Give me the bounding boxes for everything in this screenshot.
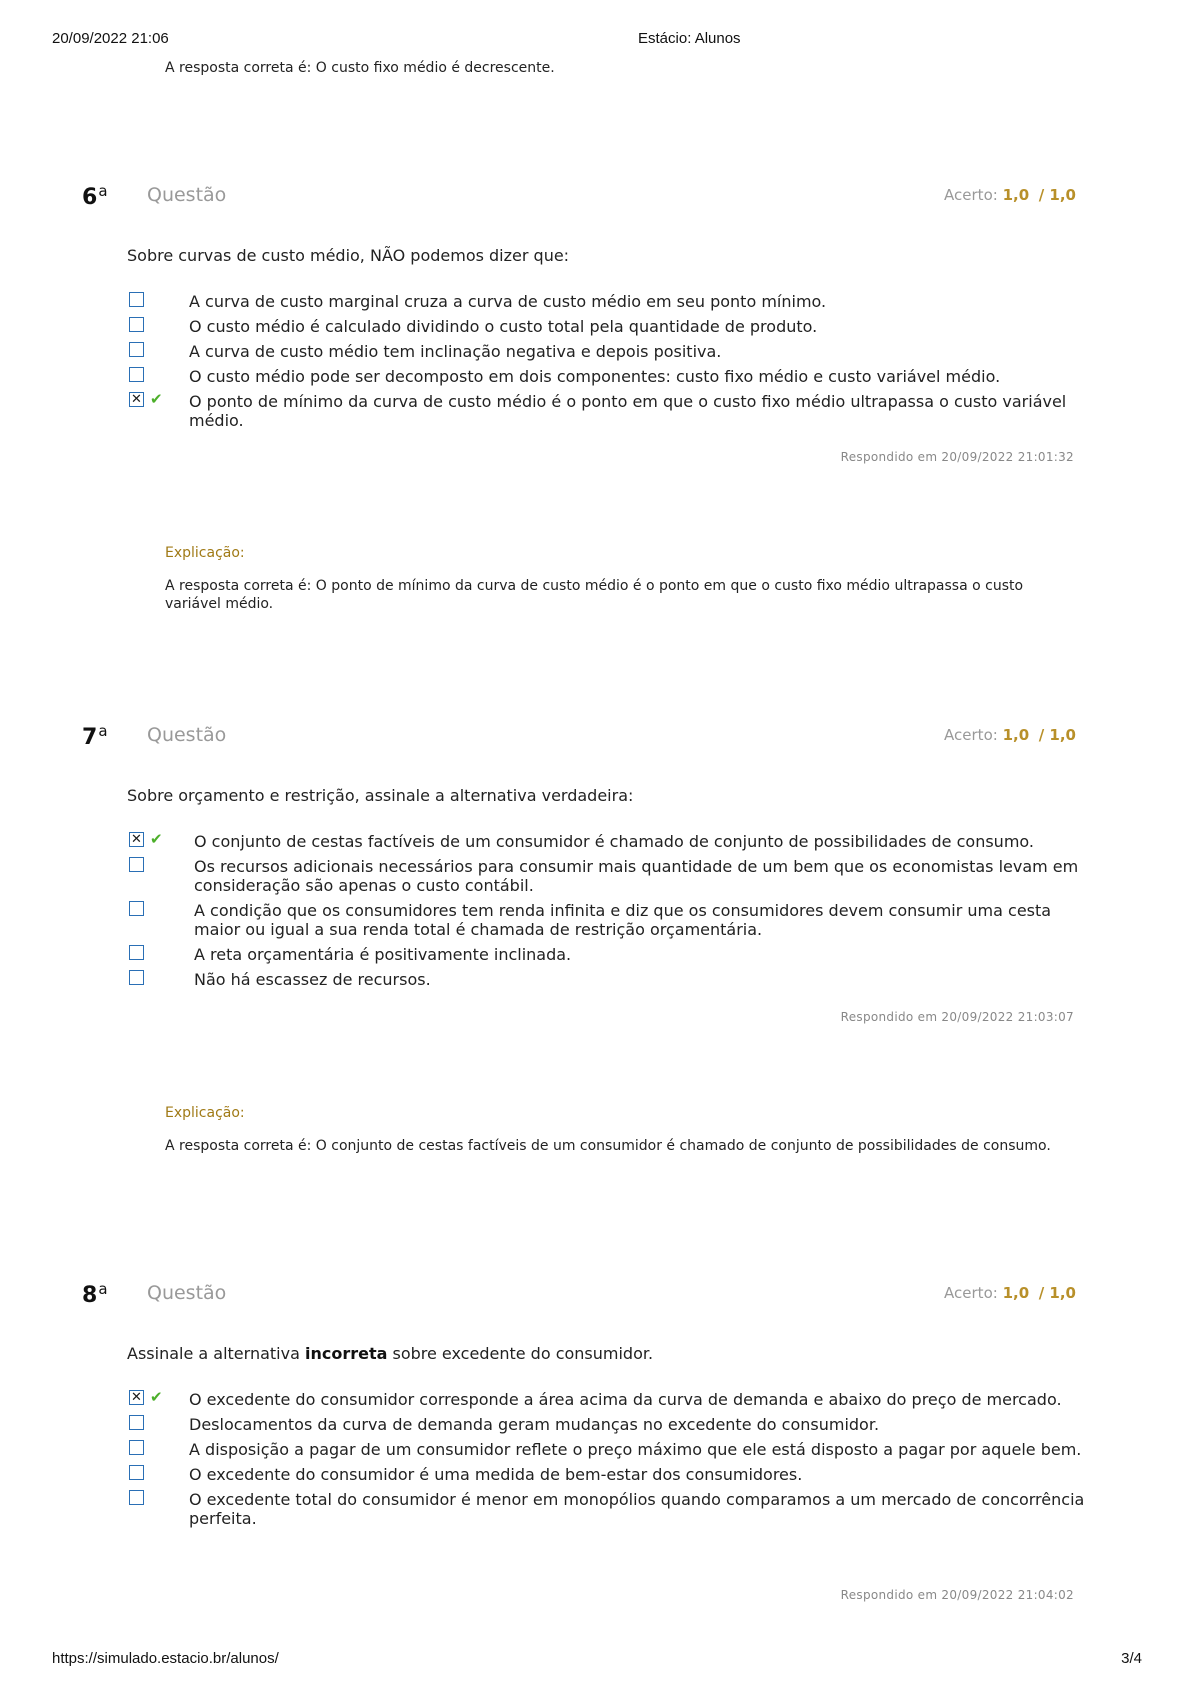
answered-timestamp: Respondido em 20/09/2022 21:03:07	[840, 1010, 1074, 1024]
options-list	[127, 1390, 1087, 1534]
correct-check-icon: ✔	[150, 390, 163, 408]
options-list	[127, 832, 1087, 995]
option-text: O excedente do consumidor corresponde a área acima da curva de demanda e abaixo do preço de mercado.	[189, 1390, 1062, 1409]
explanation-label: Explicação:	[165, 1105, 245, 1121]
option-b[interactable]	[127, 317, 1087, 336]
question-8	[0, 1280, 1191, 1602]
question-score: Acerto: 1,0 / 1,0	[944, 1284, 1076, 1302]
checkbox[interactable]	[129, 1465, 144, 1480]
question-header	[0, 182, 1191, 212]
options-list	[127, 292, 1087, 436]
print-date: 20/09/2022 21:06	[52, 30, 169, 47]
print-title: Estácio: Alunos	[638, 30, 741, 47]
option-text: A reta orçamentária é positivamente inclinada.	[194, 945, 572, 964]
question-number: 6$^a$	[82, 182, 108, 210]
option-text: A condição que os consumidores tem renda infinita e diz que os consumidores devem consumir uma cesta maior ou igual a sua renda total é chamada de restrição orçamentária.	[194, 901, 1052, 939]
option-text: O excedente do consumidor é uma medida de bem-estar dos consumidores.	[189, 1465, 803, 1484]
option-text: O custo médio é calculado dividindo o custo total pela quantidade de produto.	[189, 317, 818, 336]
option-text: O excedente total do consumidor é menor em monopólios quando comparamos a um mercado de concorrência perfeita.	[189, 1490, 1085, 1528]
question-label: Questão	[147, 1282, 227, 1304]
question-score: Acerto: 1,0 / 1,0	[944, 726, 1076, 744]
checkbox[interactable]	[129, 292, 144, 307]
option-b[interactable]	[127, 1415, 1087, 1434]
option-c[interactable]	[127, 342, 1087, 361]
question-header	[0, 722, 1191, 752]
option-a[interactable]	[127, 292, 1087, 311]
explanation-text: A resposta correta é: O ponto de mínimo da curva de custo médio é o ponto em que o custo fixo médio ultrapassa o custo variável médio.	[165, 578, 1024, 612]
option-text: A curva de custo médio tem inclinação negativa e depois positiva.	[189, 342, 722, 361]
explanation	[165, 545, 1065, 613]
correct-check-icon: ✔	[150, 1388, 163, 1406]
option-text: A curva de custo marginal cruza a curva de custo médio em seu ponto mínimo.	[189, 292, 827, 311]
explanation-label: Explicação:	[165, 545, 245, 561]
explanation-text: A resposta correta é: O conjunto de cestas factíveis de um consumidor é chamado de conjunto de possibilidades de consumo.	[165, 1138, 1051, 1154]
checkbox[interactable]	[129, 1440, 144, 1455]
previous-explanation-text: A resposta correta é: O custo fixo médio é decrescente.	[165, 60, 555, 76]
checkbox-checked[interactable]	[129, 392, 144, 407]
question-label: Questão	[147, 724, 227, 746]
option-text: Os recursos adicionais necessários para consumir mais quantidade de um bem que os economistas levam em consideração são apenas o custo contábil.	[194, 857, 1079, 895]
option-text: O ponto de mínimo da curva de custo médio é o ponto em que o custo fixo médio ultrapassa o custo variável médio.	[189, 392, 1067, 430]
question-header	[0, 1280, 1191, 1310]
option-b[interactable]	[127, 857, 1087, 895]
print-page-number: 3/4	[1121, 1650, 1142, 1667]
option-d[interactable]	[127, 945, 1087, 964]
checkbox[interactable]	[129, 901, 144, 916]
checkbox[interactable]	[129, 367, 144, 382]
option-d[interactable]	[127, 367, 1087, 386]
option-text: A disposição a pagar de um consumidor reflete o preço máximo que ele está disposto a pagar por aquele bem.	[189, 1440, 1082, 1459]
checkbox[interactable]	[129, 1415, 144, 1430]
option-c[interactable]	[127, 901, 1087, 939]
option-text: Deslocamentos da curva de demanda geram mudanças no excedente do consumidor.	[189, 1415, 880, 1434]
question-label: Questão	[147, 184, 227, 206]
answered-timestamp: Respondido em 20/09/2022 21:01:32	[840, 450, 1074, 464]
question-prompt: Sobre orçamento e restrição, assinale a alternativa verdadeira:	[127, 786, 634, 805]
question-score: Acerto: 1,0 / 1,0	[944, 186, 1076, 204]
checkbox[interactable]	[129, 1490, 144, 1505]
answered-timestamp: Respondido em 20/09/2022 21:04:02	[840, 1588, 1074, 1602]
question-number: 7$^a$	[82, 722, 108, 750]
option-e[interactable]	[127, 392, 1087, 430]
correct-check-icon: ✔	[150, 830, 163, 848]
checkbox[interactable]	[129, 342, 144, 357]
option-e[interactable]	[127, 970, 1087, 989]
question-7	[0, 722, 1191, 1154]
checkbox[interactable]	[129, 317, 144, 332]
option-c[interactable]	[127, 1440, 1087, 1459]
checkbox[interactable]	[129, 945, 144, 960]
option-a[interactable]	[127, 832, 1087, 851]
checkbox[interactable]	[129, 857, 144, 872]
option-text: Não há escassez de recursos.	[194, 970, 431, 989]
question-prompt: Sobre curvas de custo médio, NÃO podemos dizer que:	[127, 246, 570, 265]
question-prompt: Assinale a alternativa incorreta sobre excedente do consumidor.	[127, 1344, 654, 1363]
checkbox-checked[interactable]	[129, 1390, 144, 1405]
option-a[interactable]	[127, 1390, 1087, 1409]
option-text: O custo médio pode ser decomposto em dois componentes: custo fixo médio e custo variável médio.	[189, 367, 1001, 386]
option-text: O conjunto de cestas factíveis de um consumidor é chamado de conjunto de possibilidades de consumo.	[194, 832, 1034, 851]
checkbox-checked[interactable]	[129, 832, 144, 847]
option-d[interactable]	[127, 1465, 1087, 1484]
question-6	[0, 182, 1191, 612]
question-number: 8$^a$	[82, 1280, 108, 1308]
option-e[interactable]	[127, 1490, 1087, 1528]
print-url: https://simulado.estacio.br/alunos/	[52, 1650, 279, 1667]
explanation	[165, 1105, 1065, 1155]
checkbox[interactable]	[129, 970, 144, 985]
